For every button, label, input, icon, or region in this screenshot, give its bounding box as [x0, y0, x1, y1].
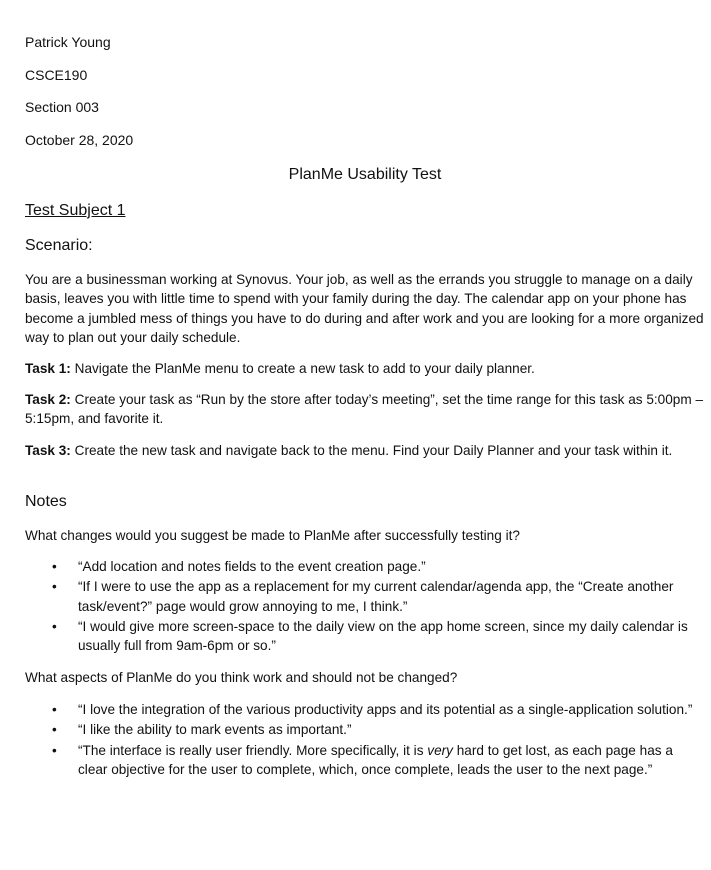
- task-3-label: Task 3:: [25, 443, 71, 458]
- list-item: • “I love the integration of the various productivity apps and its potential as a single-application solution.”: [0, 700, 698, 719]
- document-title: PlanMe Usability Test: [288, 166, 442, 183]
- document-date: October 28, 2020: [25, 132, 134, 148]
- scenario-heading: Scenario:: [25, 237, 93, 254]
- bullet: •: [52, 559, 57, 574]
- list-item: • “Add location and notes fields to the event creation page.”: [0, 557, 698, 576]
- question-1: What changes would you suggest be made to PlanMe after successfully testing it?: [25, 528, 520, 543]
- author-name: Patrick Young: [25, 34, 111, 50]
- list-item: • “The interface is really user friendly. More specifically, it is very hard to get lost, as each page has a clear objective for the user to complete, which, once complete, leads the user to the next page.”: [52, 742, 673, 777]
- list-item: • “I would give more screen-space to the daily view on the app home screen, since my daily calendar is usually full from 9am-6pm or so.”: [52, 618, 688, 654]
- notes-heading: Notes: [25, 493, 67, 510]
- list-item: • “If I were to use the app as a replacement for my current calendar/agenda app, the “Create another task/event?” page would grow annoying to me, I think.”: [52, 579, 674, 614]
- task-1-text: Navigate the PlanMe menu to create a new task to add to your daily planner.: [74, 361, 535, 376]
- question-2: What aspects of PlanMe do you think work and should not be changed?: [25, 670, 458, 685]
- course-code: CSCE190: [25, 67, 88, 83]
- section-number: Section 003: [25, 99, 99, 115]
- task-1-label: Task 1:: [25, 361, 71, 376]
- subject-heading: Test Subject 1: [25, 202, 126, 219]
- task-3-text: Create the new task and navigate back to the menu. Find your Daily Planner and your task within it.: [74, 443, 673, 458]
- task-2: [25, 390, 709, 429]
- answers-1-list: [0, 557, 698, 656]
- bullet: •: [52, 742, 57, 758]
- bullet: •: [52, 722, 57, 738]
- scenario-text: You are a businessman working at Synovus. Your job, as well as the errands you struggle to manage on a daily basis, leaves you with little time to spend with your family during the day. The calendar app on your phone has become a jumbled mess of things you have to do during and after work and you are looking for a more organized way to plan out your daily schedule.: [25, 272, 704, 345]
- task-2-text: Create your task as “Run by the store after today’s meeting”, set the time range for this task as 5:00pm – 5:15pm, and favorite it.: [25, 392, 704, 427]
- bullet: •: [52, 579, 57, 595]
- list-item: • “I like the ability to mark events as important.”: [0, 720, 698, 739]
- bullet: •: [52, 702, 57, 717]
- emphasis: very: [427, 742, 453, 758]
- answers-2-list: [0, 700, 698, 780]
- task-1: [25, 359, 709, 378]
- bullet: •: [52, 618, 57, 634]
- task-2-label: Task 2:: [25, 392, 71, 407]
- task-3: [25, 441, 709, 460]
